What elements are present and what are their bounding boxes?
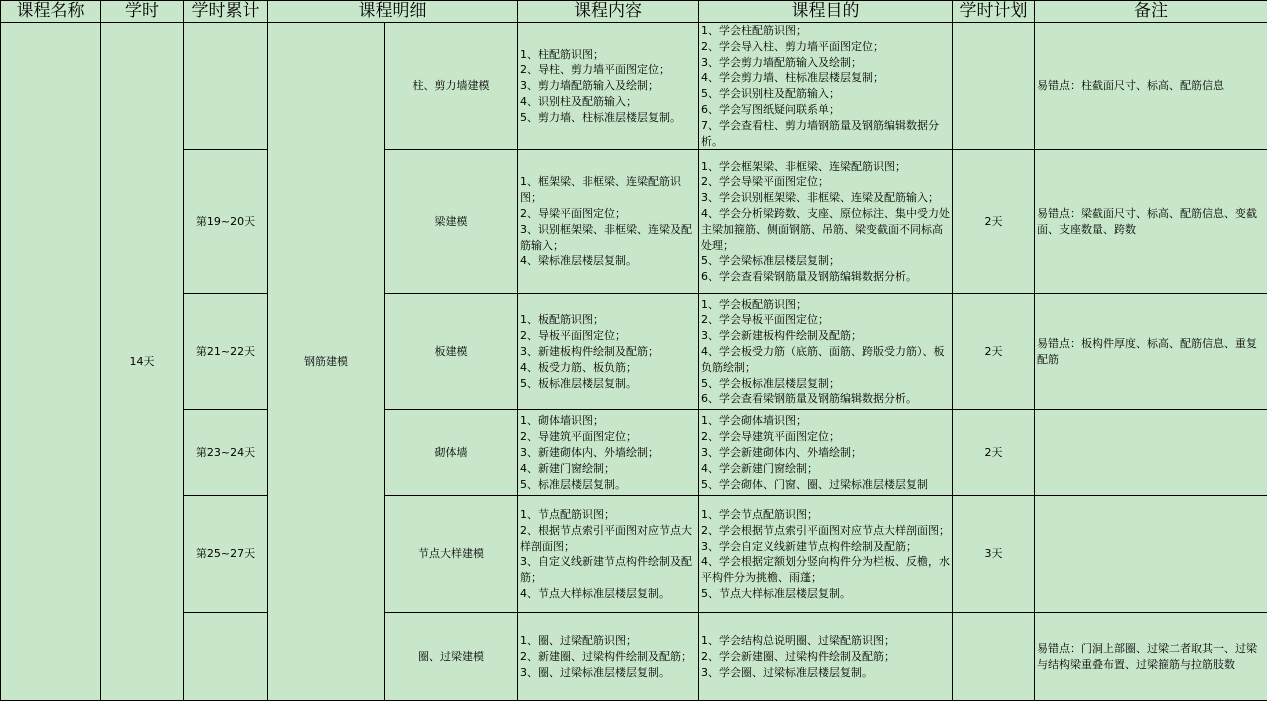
list-item: 5、剪力墙、柱标准层楼层复制。 (520, 110, 696, 126)
header-hours-plan[interactable]: 学时计划 (953, 1, 1035, 23)
plan-cell[interactable]: 2天 (953, 294, 1035, 410)
list-item: 3、学会新建砌体内、外墙绘制； (701, 445, 950, 461)
list-item: 5、标准层楼层复制。 (520, 477, 696, 493)
cumulative-cell[interactable] (184, 613, 268, 701)
table-row (1, 150, 1267, 294)
list-item: 1、学会结构总说明圈、过梁配筋识图； (701, 633, 950, 649)
cumulative-cell[interactable]: 第21~22天 (184, 294, 268, 410)
list-item: 2、学会根据节点索引平面图对应节点大样剖面图； (701, 523, 950, 539)
list-item: 4、学会板受力筋（底筋、面筋、跨版受力筋）、板负筋绘制； (701, 344, 950, 376)
course-hours-cell[interactable]: 14天 (101, 23, 184, 701)
goal-cell[interactable] (699, 410, 953, 496)
list-item: 5、学会识别柱及配筋输入； (701, 86, 950, 102)
content-cell[interactable] (518, 23, 699, 150)
list-item: 1、学会节点配筋识图； (701, 507, 950, 523)
list-item: 4、学会剪力墙、柱标准层楼层复制； (701, 70, 950, 86)
note-cell[interactable]: 易错点：梁截面尺寸、标高、配筋信息、变截面、支座数量、跨数 (1035, 150, 1267, 294)
header-course-goal[interactable]: 课程目的 (699, 1, 953, 23)
list-item: 2、导柱、剪力墙平面图定位； (520, 62, 696, 78)
list-item: 4、学会新建门窗绘制； (701, 461, 950, 477)
list-item: 3、新建板构件绘制及配筋； (520, 344, 696, 360)
list-item: 6、学会写图纸疑问联系单； (701, 102, 950, 118)
list-item: 5、节点大样标准层楼层复制。 (701, 586, 950, 602)
topic-cell[interactable]: 砌体墙 (385, 410, 518, 496)
header-cumulative-hours[interactable]: 学时累计 (184, 1, 268, 23)
note-cell[interactable]: 易错点：板构件厚度、标高、配筋信息、重复配筋 (1035, 294, 1267, 410)
plan-cell[interactable] (953, 613, 1035, 701)
content-cell[interactable] (518, 150, 699, 294)
table-row (1, 613, 1267, 701)
header-remarks[interactable]: 备注 (1035, 1, 1267, 23)
list-item: 1、学会板配筋识图； (701, 297, 950, 313)
list-item: 2、新建圈、过梁构件绘制及配筋； (520, 649, 696, 665)
list-item: 2、学会导入柱、剪力墙平面图定位； (701, 39, 950, 55)
list-item: 2、导建筑平面图定位； (520, 429, 696, 445)
list-item: 3、自定义线新建节点构件绘制及配筋； (520, 554, 696, 586)
cumulative-cell[interactable] (184, 23, 268, 150)
list-item: 1、板配筋识图； (520, 312, 696, 328)
goal-cell[interactable] (699, 496, 953, 613)
list-item: 3、圈、过梁标准层楼层复制。 (520, 665, 696, 681)
list-item: 1、圈、过梁配筋识图； (520, 633, 696, 649)
list-item: 1、节点配筋识图； (520, 507, 696, 523)
cumulative-cell[interactable]: 第25~27天 (184, 496, 268, 613)
list-item: 4、识别柱及配筋输入； (520, 94, 696, 110)
content-cell[interactable] (518, 294, 699, 410)
list-item: 3、学会剪力墙配筋输入及绘制； (701, 55, 950, 71)
content-cell[interactable] (518, 410, 699, 496)
goal-cell[interactable] (699, 23, 953, 150)
list-item: 2、导梁平面图定位； (520, 206, 696, 222)
table-row (1, 496, 1267, 613)
list-item: 1、学会框架梁、非框梁、连梁配筋识图； (701, 159, 950, 175)
list-item: 2、导板平面图定位； (520, 328, 696, 344)
plan-cell[interactable]: 3天 (953, 496, 1035, 613)
list-item: 3、学会自定义线新建节点构件绘制及配筋； (701, 539, 950, 555)
goal-cell[interactable] (699, 613, 953, 701)
list-item: 4、梁标准层楼层复制。 (520, 253, 696, 269)
header-course-content[interactable]: 课程内容 (518, 1, 699, 23)
note-cell[interactable] (1035, 410, 1267, 496)
header-hours[interactable]: 学时 (101, 1, 184, 23)
list-item: 1、砌体墙识图； (520, 413, 696, 429)
topic-cell[interactable]: 梁建模 (385, 150, 518, 294)
list-item: 3、识别框架梁、非框梁、连梁及配筋输入； (520, 222, 696, 254)
list-item: 4、节点大样标准层楼层复制。 (520, 586, 696, 602)
plan-cell[interactable]: 2天 (953, 410, 1035, 496)
list-item: 4、学会根据定额划分竖向构件分为栏板、反檐，水平构件分为挑檐、雨蓬； (701, 554, 950, 586)
header-course-name[interactable]: 课程名称 (1, 1, 101, 23)
goal-cell[interactable] (699, 294, 953, 410)
header-row (1, 1, 1267, 23)
course-name-cell[interactable] (1, 23, 101, 701)
list-item: 3、学会识别框架梁、非框梁、连梁及配筋输入； (701, 190, 950, 206)
list-item: 6、学会查看梁钢筋量及钢筋编辑数据分析。 (701, 391, 950, 407)
note-cell[interactable] (1035, 496, 1267, 613)
list-item: 3、剪力墙配筋输入及绘制； (520, 78, 696, 94)
list-item: 7、学会查看柱、剪力墙钢筋量及钢筋编辑数据分析。 (701, 118, 950, 150)
content-cell[interactable] (518, 613, 699, 701)
cumulative-cell[interactable]: 第23~24天 (184, 410, 268, 496)
header-course-detail[interactable]: 课程明细 (268, 1, 518, 23)
list-item: 1、学会柱配筋识图； (701, 23, 950, 39)
list-item: 2、根据节点索引平面图对应节点大样剖面图； (520, 523, 696, 555)
content-cell[interactable] (518, 496, 699, 613)
topic-cell[interactable]: 板建模 (385, 294, 518, 410)
list-item: 2、学会新建圈、过梁构件绘制及配筋； (701, 649, 950, 665)
list-item: 5、学会梁标准层楼层复制； (701, 253, 950, 269)
list-item: 1、柱配筋识图； (520, 47, 696, 63)
list-item: 5、学会砌体、门窗、圈、过梁标准层楼层复制 (701, 477, 950, 493)
note-cell[interactable]: 易错点：门洞上部圈、过梁二者取其一、过梁与结构梁重叠布置、过梁箍筋与拉筋肢数 (1035, 613, 1267, 701)
topic-cell[interactable]: 节点大样建模 (385, 496, 518, 613)
list-item: 3、学会新建板构件绘制及配筋； (701, 328, 950, 344)
list-item: 4、板受力筋、板负筋； (520, 360, 696, 376)
list-item: 5、板标准层楼层复制。 (520, 376, 696, 392)
list-item: 1、学会砌体墙识图； (701, 413, 950, 429)
cumulative-cell[interactable]: 第19~20天 (184, 150, 268, 294)
table-row (1, 294, 1267, 410)
list-item: 2、学会导建筑平面图定位； (701, 429, 950, 445)
list-item: 6、学会查看梁钢筋量及钢筋编辑数据分析。 (701, 269, 950, 285)
list-item: 3、学会圈、过梁标准层楼层复制。 (701, 665, 950, 681)
list-item: 3、新建砌体内、外墙绘制； (520, 445, 696, 461)
list-item: 5、学会板标准层楼层复制； (701, 376, 950, 392)
list-item: 2、学会导板平面图定位； (701, 312, 950, 328)
goal-cell[interactable] (699, 150, 953, 294)
module-name-cell[interactable]: 钢筋建模 (268, 23, 385, 701)
table-row (1, 410, 1267, 496)
list-item: 2、学会导梁平面图定位； (701, 174, 950, 190)
list-item: 4、学会分析梁跨数、支座、原位标注、集中受力处主梁加箍筋、侧面钢筋、吊筋、梁变截面不同标高处理； (701, 206, 950, 253)
topic-cell[interactable]: 圈、过梁建模 (385, 613, 518, 701)
topic-cell[interactable]: 柱、剪力墙建模 (385, 23, 518, 150)
plan-cell[interactable]: 2天 (953, 150, 1035, 294)
list-item: 1、框架梁、非框梁、连梁配筋识图； (520, 174, 696, 206)
list-item: 4、新建门窗绘制； (520, 461, 696, 477)
note-cell[interactable]: 易错点：柱截面尺寸、标高、配筋信息 (1035, 23, 1267, 150)
plan-cell[interactable] (953, 23, 1035, 150)
table-row (1, 23, 1267, 150)
